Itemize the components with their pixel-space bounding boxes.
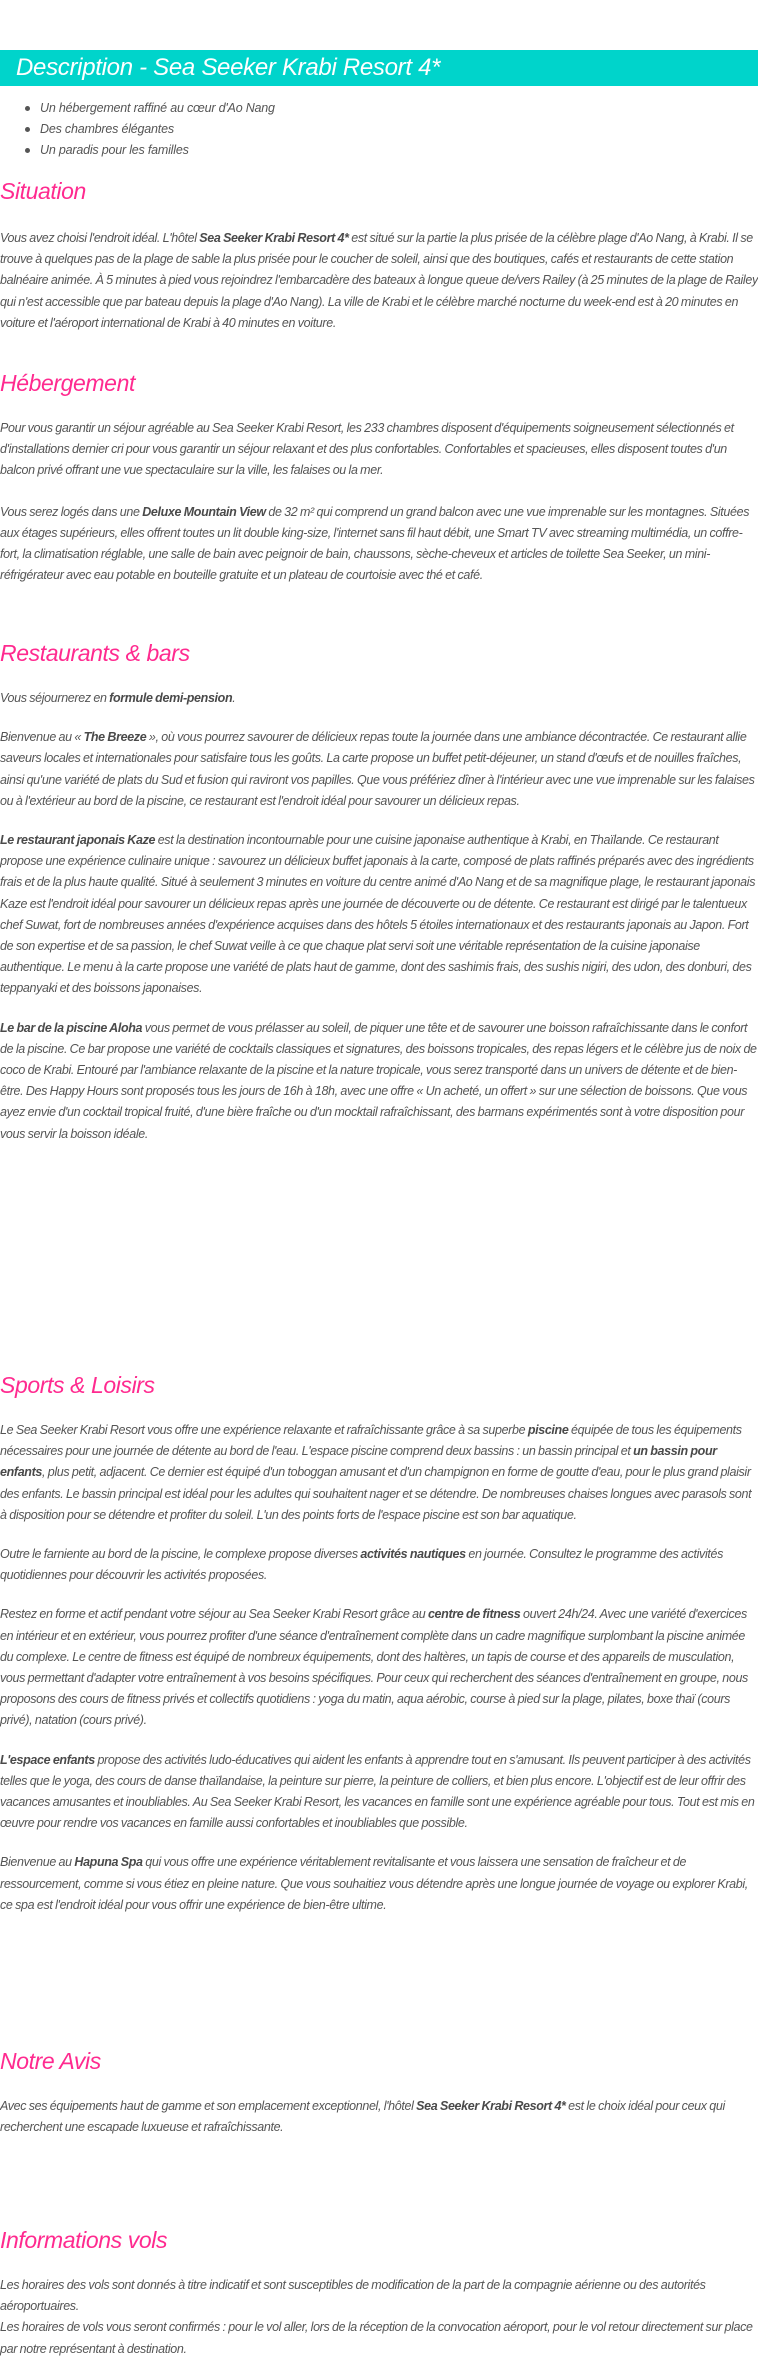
- emphasis-text: Sea Seeker Krabi Resort 4*: [416, 2099, 566, 2113]
- section-paragraph: Outre le farniente au bord de la piscine, le complexe propose diverses activités nautiques en journée. Consultez le programme des activités quotidiennes pour découvrir les activités proposées.: [0, 1547, 724, 1583]
- section-paragraph: Vous séjournerez en formule demi-pension.: [0, 691, 236, 705]
- section-sports-loisirs: [0, 1370, 758, 1916]
- section-paragraph: Pour vous garantir un séjour agréable au Sea Seeker Krabi Resort, les 233 chambres disposent d'équipements soigneusement sélectionnés et d'installations dernier cri pour vous garantir un séjour relaxant et des plus confortables. Confortables et spacieuses, elles disposent toutes d'un balcon privé offrant une vue spectaculaire sur la ville, les falaises ou la mer.: [0, 421, 734, 478]
- section-paragraph: Bienvenue au Hapuna Spa qui vous offre une expérience véritablement revitalisante et vous laissera une sensation de fraîcheur et de ressourcement, comme si vous étiez en pleine nature. Que vous souhaitiez vous détendre après une longue journée de voyage ou explorer Krabi, ce spa est l'endroit idéal pour vous offrir une expérience de bien-être ultime.: [0, 1855, 748, 1912]
- highlight-item: Un hébergement raffiné au cœur d'Ao Nang: [40, 98, 758, 119]
- section-heading: Restaurants & bars: [0, 640, 190, 666]
- section-paragraph: Le Sea Seeker Krabi Resort vous offre une expérience relaxante et rafraîchissante grâce à sa superbe piscine équipée de tous les équipements nécessaires pour une journée de détente au bord de l'eau. L'espace piscine comprend deux bassins : un bassin principal et un bassin pour enfants, plus petit, adjacent. Ce dernier est équipé d'un toboggan amusant et d'un champignon en forme de goutte d'eau, pour le plus grand plaisir des enfants. Le bassin principal est idéal pour les adultes qui souhaitent nager et se détendre. De nombreuses chaises longues avec parasols sont à disposition pour se détendre et profiter du soleil. L'un des points forts de l'espace piscine est son bar aquatique.: [0, 1423, 752, 1522]
- section-paragraph: Les horaires des vols sont donnés à titre indicatif et sont susceptibles de modification de la part de la compagnie aérienne ou des autorités aéroportuaires. Les horaires de vols vous seront confirmés : pour le vol aller, lors de la réception de la convocation aéroport, pour le vol retour directement sur place par notre représentant à destination.: [0, 2278, 753, 2356]
- section-notre-avis: [0, 2046, 758, 2138]
- section-paragraph: Avec ses équipements haut de gamme et son emplacement exceptionnel, l'hôtel Sea Seeker Krabi Resort 4* est le choix idéal pour ceux qui recherchent une escapade luxueuse et rafraîchissante.: [0, 2099, 725, 2135]
- section-heading: Notre Avis: [0, 2048, 101, 2074]
- emphasis-text: formule demi-pension: [109, 691, 233, 705]
- section-heading: Hébergement: [0, 370, 135, 396]
- emphasis-text: The Breeze: [83, 730, 147, 745]
- section-situation: [0, 176, 758, 334]
- section-heading: Informations vols: [0, 2227, 168, 2253]
- highlight-item: Des chambres élégantes: [40, 119, 758, 140]
- emphasis-text: un bassin pour enfants: [0, 1444, 717, 1480]
- section-hebergement: [0, 368, 758, 586]
- section-paragraph: Vous avez choisi l'endroit idéal. L'hôtel Sea Seeker Krabi Resort 4* est situé sur la partie la plus prisée de la célèbre plage d'Ao Nang, à Krabi. Il se trouve à quelques pas de la plage de sable la plus prisée pour le coucher de soleil, ainsi que des boutiques, cafés et restaurants de cette station balnéaire animée. À 5 minutes à pied vous rejoindrez l'embarcadère des bateaux à longue queue de/vers Railey (à 25 minutes de la plage de Railey qui n'est accessible que par bateau depuis la plage d'Ao Nang). La ville de Krabi et le célèbre marché nocturne du week-end est à 20 minutes en voiture et l'aéroport international de Krabi à 40 minutes en voiture.: [0, 231, 758, 330]
- emphasis-text: activités nautiques: [360, 1547, 466, 1562]
- emphasis-text: Deluxe Mountain View: [142, 504, 266, 519]
- section-heading: Situation: [0, 178, 86, 204]
- section-paragraph: Bienvenue au « The Breeze », où vous pourrez savourer de délicieux repas toute la journée dans une ambiance décontractée. Ce restaurant allie saveurs locales et internationales pour satisfaire tous les goûts. La carte propose un buffet petit-déjeuner, un stand d'œufs et de nouilles fraîches, ainsi qu'une variété de plats du Sud et fusion qui raviront vos papilles. Que vous préfériez dîner à l'intérieur avec une vue imprenable sur les falaises ou à l'extérieur au bord de la piscine, ce restaurant est l'endroit idéal pour savourer un délicieux repas.: [0, 730, 755, 808]
- section-paragraph: Vous serez logés dans une Deluxe Mountain View de 32 m² qui comprend un grand balcon avec une vue imprenable sur les montagnes. Situées aux étages supérieurs, elles offrent toutes un lit double king-size, l'internet sans fil haut débit, une Smart TV avec streaming multimédia, un coffre-fort, la climatisation réglable, une salle de bain avec peignoir de bain, chaussons, sèche-cheveux et articles de toilette Sea Seeker, un mini-réfrigérateur avec eau potable en bouteille gratuite et un plateau de courtoisie avec thé et café.: [0, 504, 750, 583]
- highlights-list: [0, 98, 758, 161]
- section-paragraph: Le bar de la piscine Aloha vous permet de vous prélasser au soleil, de piquer une tête et de savourer une boisson rafraîchissante dans le confort de la piscine. Ce bar propose une variété de cocktails classiques et signatures, des boissons tropicales, des repas légers et le célèbre jus de noix de coco de Krabi. Entouré par l'ambiance relaxante de la piscine et la nature tropicale, vous serez transporté dans un univers de détente et de bien-être. Des Happy Hours sont proposés tous les jours de 16h à 18h, avec une offre « Un acheté, un offert » sur une sélection de boissons. Que vous ayez envie d'un cocktail tropical fruité, d'une bière fraîche ou d'un mocktail rafraîchissant, des barmans expérimentés sont à votre disposition pour vous servir la boisson idéale.: [0, 1020, 757, 1141]
- section-paragraph: Restez en forme et actif pendant votre séjour au Sea Seeker Krabi Resort grâce au centre de fitness ouvert 24h/24. Avec une variété d'exercices en intérieur et en extérieur, vous pourrez profiter d'une séance d'entraînement complète dans un cadre magnifique surplombant la piscine animée du complexe. Le centre de fitness est équipé de nombreux équipements, dont des haltères, un tapis de course et des appareils de musculation, vous permettant d'adapter votre entraînement à vos besoins spécifiques. Pour ceux qui recherchent des séances d'entraînement en groupe, nous proposons des cours de fitness privés et collectifs quotidiens : yoga du matin, aqua aérobic, course à pied sur la plage, pilates, boxe thaï (cours privé), natation (cours privé).: [0, 1607, 748, 1728]
- emphasis-text: Sea Seeker Krabi Resort 4*: [199, 231, 349, 245]
- section-heading: Sports & Loisirs: [0, 1372, 155, 1398]
- emphasis-text: piscine: [527, 1423, 569, 1437]
- emphasis-text: centre de fitness: [427, 1607, 521, 1622]
- emphasis-text: L'espace enfants: [0, 1752, 95, 1767]
- description-title-bar: [0, 50, 758, 86]
- page-title: Description - Sea Seeker Krabi Resort 4*: [16, 54, 441, 81]
- emphasis-text: Le restaurant japonais Kaze: [0, 833, 156, 848]
- highlight-item: Un paradis pour les familles: [40, 140, 758, 161]
- section-paragraph: L'espace enfants propose des activités ludo-éducatives qui aident les enfants à apprendre tout en s'amusant. Ils peuvent participer à des activités telles que le yoga, des cours de danse thaïlandaise, la peinture sur pierre, la peinture de colliers, et bien plus encore. L'objectif est de leur offrir des vacances amusantes et inoubliables. Au Sea Seeker Krabi Resort, les vacances en famille sont une expérience agréable pour tous. Tout est mis en œuvre pour rendre vos vacances en famille aussi confortables et inoubliables que possible.: [0, 1752, 755, 1831]
- emphasis-text: Hapuna Spa: [74, 1855, 143, 1870]
- section-paragraph: Le restaurant japonais Kaze est la destination incontournable pour une cuisine japonaise authentique à Krabi, en Thaïlande. Ce restaurant propose une expérience culinaire unique : savourez un délicieux buffet japonais à la carte, composé de plats raffinés préparés avec des ingrédients frais et de la plus haute qualité. Situé à seulement 3 minutes en voiture du centre animé d'Ao Nang et de sa magnifique plage, le restaurant japonais Kaze est l'endroit idéal pour savourer un délicieux repas après une journée de découverte ou de détente. Ce restaurant est dirigé par le talentueux chef Suwat, fort de nombreuses années d'expérience acquises dans des hôtels 5 étoiles internationaux et des restaurants japonais au Japon. Fort de son expertise et de sa passion, le chef Suwat veille à ce que chaque plat servi soit une véritable représentation de la cuisine japonaise authentique. Le menu à la carte propose une variété de plats haut de gamme, dont des sashimis frais, des sushis nigiri, des udon, des donburi, des teppanyaki et des boissons japonaises.: [0, 833, 756, 996]
- emphasis-text: Le bar de la piscine Aloha: [0, 1020, 143, 1035]
- section-restaurants: [0, 638, 758, 1145]
- section-informations-vols: [0, 2225, 758, 2360]
